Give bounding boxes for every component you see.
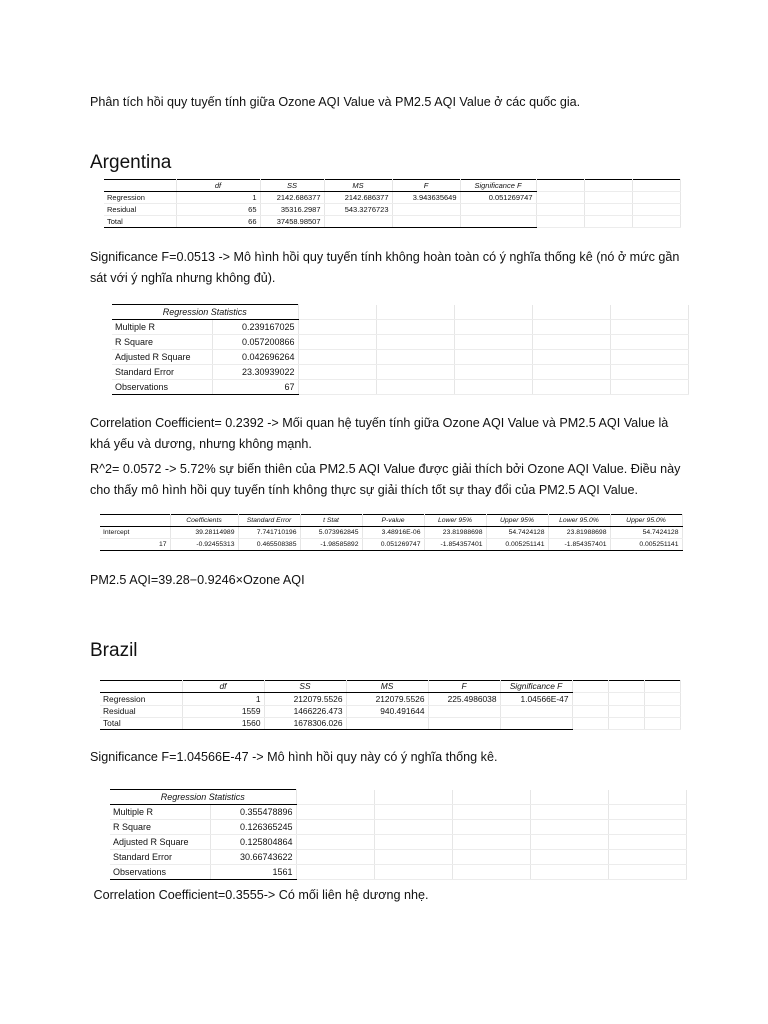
text-line: sát với ý nghĩa nhưng không đủ). (90, 271, 276, 285)
argentina-regression-statistics (112, 304, 689, 395)
table-cell: 543.3276723 (324, 204, 392, 216)
brazil-anova-table (100, 680, 681, 730)
stat-label: Adjusted R Square (110, 835, 210, 850)
text-line: khá yếu và dương, nhưng không mạnh. (90, 437, 312, 451)
table-cell: 0.005251141 (486, 539, 548, 551)
anova-header-cell: SS (260, 180, 324, 192)
table-cell: -1.854357401 (424, 539, 486, 551)
table-cell (324, 216, 392, 228)
anova-header-cell: Significance F (500, 681, 572, 693)
argentina-equation: PM2.5 AQI=39.28−0.9246×Ozone AQI (90, 573, 305, 587)
stat-label: Observations (110, 865, 210, 880)
table-cell (392, 204, 460, 216)
table-cell: 2142.686377 (260, 192, 324, 204)
anova-header-cell: MS (346, 681, 428, 693)
table-cell: 1678306.026 (264, 718, 346, 730)
table-cell: 0.005251141 (610, 539, 682, 551)
anova-header-cell: MS (324, 180, 392, 192)
table-cell: 66 (176, 216, 260, 228)
anova-header-cell (100, 681, 182, 693)
regression-statistics-header: Regression Statistics (112, 305, 298, 320)
table-cell: 54.7424128 (486, 527, 548, 539)
anova-header-cell: F (428, 681, 500, 693)
table-cell: Residual (104, 204, 176, 216)
table-cell: 7.741710196 (238, 527, 300, 539)
coef-header-cell (100, 515, 170, 527)
stat-value: 0.057200866 (212, 335, 298, 350)
table-cell: 2142.686377 (324, 192, 392, 204)
table-cell: -1.98585892 (300, 539, 362, 551)
table-cell: 23.81988698 (548, 527, 610, 539)
table-cell: -1.854357401 (548, 539, 610, 551)
anova-header-cell: SS (264, 681, 346, 693)
anova-header-cell: F (392, 180, 460, 192)
table-cell: 17 (100, 539, 170, 551)
stat-value: 0.126365245 (210, 820, 296, 835)
table-cell: 0.051269747 (460, 192, 536, 204)
anova-header-cell: df (182, 681, 264, 693)
stat-label: Multiple R (110, 805, 210, 820)
table-cell: 1466226.473 (264, 706, 346, 718)
table-cell (500, 706, 572, 718)
table-cell: -0.92455313 (170, 539, 238, 551)
table-cell (346, 718, 428, 730)
table-row (110, 835, 686, 850)
stat-label: Observations (112, 380, 212, 395)
table-cell: Regression (100, 693, 182, 706)
table-cell: 1 (176, 192, 260, 204)
table-row (100, 718, 680, 730)
stat-label: Adjusted R Square (112, 350, 212, 365)
table-cell: 3.48916E-06 (362, 527, 424, 539)
table-cell: 212079.5526 (346, 693, 428, 706)
stat-label: Standard Error (110, 850, 210, 865)
stat-value: 0.042696264 (212, 350, 298, 365)
table-row (112, 320, 688, 335)
anova-header-cell (104, 180, 176, 192)
argentina-heading: Argentina (90, 152, 172, 173)
table-cell (460, 204, 536, 216)
argentina-coefficients-table (100, 514, 683, 551)
table-cell (428, 718, 500, 730)
table-cell: 940.491644 (346, 706, 428, 718)
table-row (100, 539, 682, 551)
stat-label: Multiple R (112, 320, 212, 335)
brazil-heading: Brazil (90, 640, 138, 661)
table-row (100, 706, 680, 718)
table-cell: 212079.5526 (264, 693, 346, 706)
coef-header-cell: Standard Error (238, 515, 300, 527)
table-row (112, 335, 688, 350)
table-row (112, 365, 688, 380)
table-row (104, 192, 680, 204)
coef-header-cell: Upper 95% (486, 515, 548, 527)
coef-header-cell: P-value (362, 515, 424, 527)
intro-text: Phân tích hồi quy tuyến tính giữa Ozone AQI Value và PM2.5 AQI Value ở các quốc gia. (90, 95, 581, 109)
brazil-regression-statistics (110, 789, 687, 880)
stat-value: 23.30939022 (212, 365, 298, 380)
table-cell: Intercept (100, 527, 170, 539)
table-cell: 1.04566E-47 (500, 693, 572, 706)
text-line: cho thấy mô hình hồi quy tuyến tính không thực sự giải thích tốt sự thay đổi của PM2.5 AQI Value. (90, 483, 639, 497)
table-cell: Regression (104, 192, 176, 204)
table-cell: Total (104, 216, 176, 228)
table-cell: 225.4986038 (428, 693, 500, 706)
table-cell: 37458.98507 (260, 216, 324, 228)
stat-label: Standard Error (112, 365, 212, 380)
table-cell (392, 216, 460, 228)
table-cell (428, 706, 500, 718)
stat-label: R Square (112, 335, 212, 350)
table-row (100, 693, 680, 706)
stat-value: 0.125804864 (210, 835, 296, 850)
table-cell: 3.943635649 (392, 192, 460, 204)
table-cell: 0.051269747 (362, 539, 424, 551)
coef-header-cell: t Stat (300, 515, 362, 527)
table-cell: Total (100, 718, 182, 730)
table-cell: 23.81988698 (424, 527, 486, 539)
table-row (112, 380, 688, 395)
table-cell (500, 718, 572, 730)
table-row (100, 527, 682, 539)
table-cell: 1559 (182, 706, 264, 718)
coef-header-cell: Lower 95% (424, 515, 486, 527)
stat-label: R Square (110, 820, 210, 835)
table-cell: Residual (100, 706, 182, 718)
argentina-correlation-text (90, 413, 690, 455)
table-cell: 5.073962845 (300, 527, 362, 539)
coef-header-cell: Upper 95.0% (610, 515, 682, 527)
brazil-correlation-text: Correlation Coefficient=0.3555-> Có mối liên hệ dương nhẹ. (90, 888, 429, 902)
table-row (112, 350, 688, 365)
table-row (104, 216, 680, 228)
coef-header-cell: Coefficients (170, 515, 238, 527)
table-cell: 54.7424128 (610, 527, 682, 539)
table-cell: 1 (182, 693, 264, 706)
stat-value: 30.66743622 (210, 850, 296, 865)
text-line: R^2= 0.0572 -> 5.72% sự biến thiên của PM2.5 AQI Value được giải thích bởi Ozone AQI Value. Điều này (90, 462, 681, 476)
coef-header-cell: Lower 95.0% (548, 515, 610, 527)
table-cell: 65 (176, 204, 260, 216)
table-row (110, 805, 686, 820)
table-row (110, 850, 686, 865)
argentina-anova-table (104, 179, 681, 228)
table-row (110, 865, 686, 880)
text-line: Correlation Coefficient= 0.2392 -> Mối quan hệ tuyến tính giữa Ozone AQI Value và PM2.5 AQI Value là (90, 416, 669, 430)
stat-value: 0.355478896 (210, 805, 296, 820)
brazil-significance-text: Significance F=1.04566E-47 -> Mô hình hồi quy này có ý nghĩa thống kê. (90, 750, 498, 764)
table-row (110, 820, 686, 835)
table-cell: 35316.2987 (260, 204, 324, 216)
argentina-r-square-text (90, 459, 690, 501)
stat-value: 1561 (210, 865, 296, 880)
text-line: Significance F=0.0513 -> Mô hình hồi quy tuyến tính không hoàn toàn có ý nghĩa thống kê (nó ở mức gần (90, 250, 680, 264)
table-cell: 0.465508385 (238, 539, 300, 551)
stat-value: 67 (212, 380, 298, 395)
stat-value: 0.239167025 (212, 320, 298, 335)
anova-header-cell: Significance F (460, 180, 536, 192)
regression-statistics-header: Regression Statistics (110, 790, 296, 805)
table-cell: 39.28114989 (170, 527, 238, 539)
table-row (104, 204, 680, 216)
anova-header-cell: df (176, 180, 260, 192)
table-cell: 1560 (182, 718, 264, 730)
table-cell (460, 216, 536, 228)
argentina-significance-text (90, 247, 690, 289)
